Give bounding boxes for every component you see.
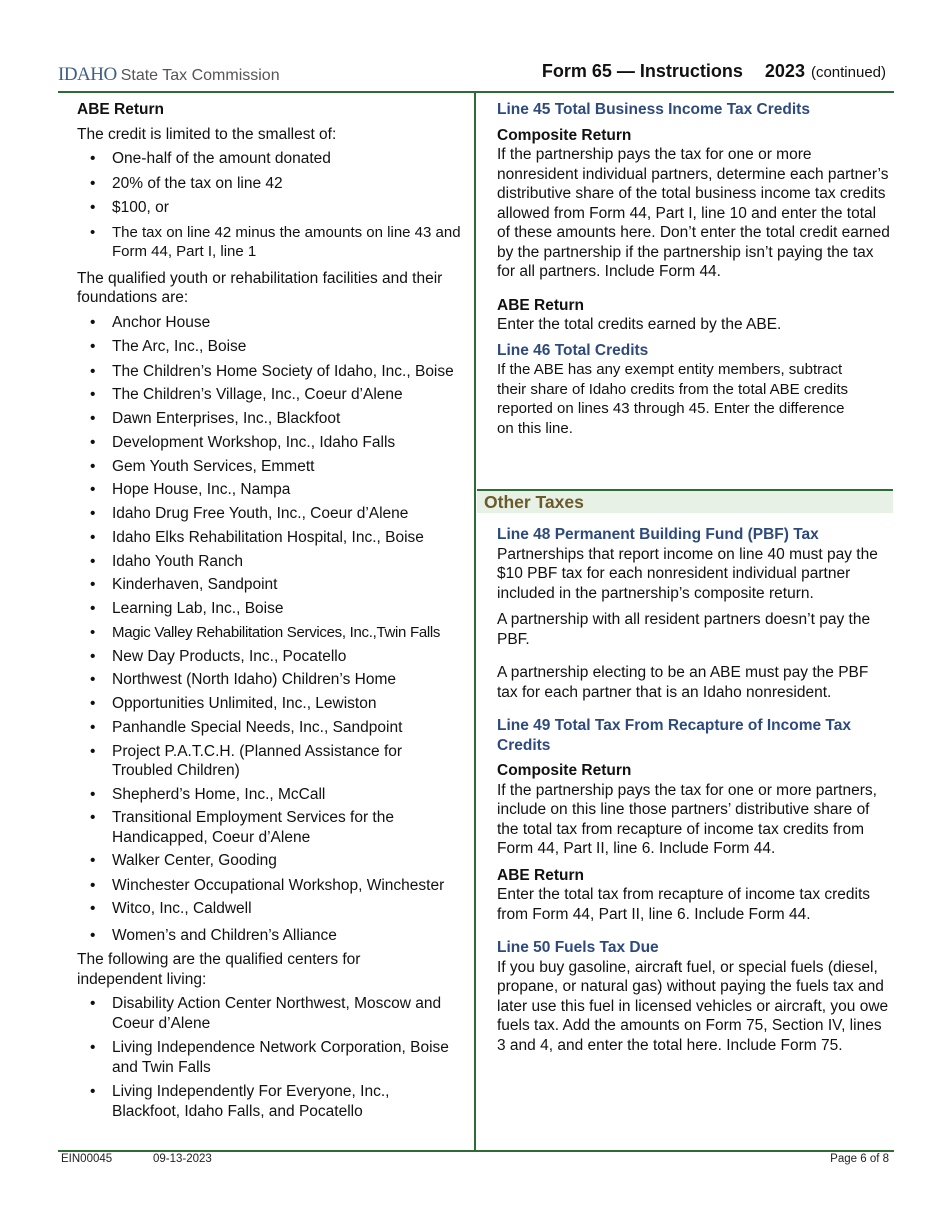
list-item: • Northwest (North Idaho) Children’s Home [77,670,473,690]
continued-label: (continued) [810,64,886,81]
list-item: • Living Independently For Everyone, Inc., Blackfoot, Idaho Falls, and Pocatello [77,1082,473,1121]
list-item: • The tax on line 42 minus the amounts on line 43 and Form 44, Part I, line 1 [77,223,473,262]
footer-divider [58,1150,894,1152]
abe-return-heading: ABE Return [497,296,584,314]
list-item: • Winchester Occupational Workshop, Winchester [77,876,473,896]
list-item: • Magic Valley Rehabilitation Services, Inc.,Twin Falls [77,623,473,643]
list-item: • Witco, Inc., Caldwell [77,899,473,919]
list-item: • Opportunities Unlimited, Inc., Lewiston [77,694,473,714]
agency-logo [58,64,280,86]
left-column [77,100,473,1121]
line46-heading: Line 46 Total Credits [497,341,649,359]
list-item: • Learning Lab, Inc., Boise [77,599,473,619]
list-item: • One-half of the amount donated [77,149,473,169]
list-item: • The Children’s Village, Inc., Coeur d’Alene [77,385,473,405]
list-item: • Gem Youth Services, Emmett [77,457,473,477]
list-item: • Development Workshop, Inc., Idaho Falls [77,433,473,453]
list-item: • The Arc, Inc., Boise [77,337,473,357]
list-item: • Idaho Youth Ranch [77,552,473,572]
list-item: • Idaho Elks Rehabilitation Hospital, Inc., Boise [77,528,473,548]
list-item: • Idaho Drug Free Youth, Inc., Coeur d’Alene [77,504,473,524]
footer-date: 09-13-2023 [153,1153,212,1165]
line46-text: If the ABE has any exempt entity members, subtract their share of Idaho credits from the total ABE credits reported on lines 43 through 45. Enter the difference on this line. [497,361,849,437]
credit-intro: The credit is limited to the smallest of: [77,125,337,143]
line50-text: If you buy gasoline, aircraft fuel, or special fuels (diesel, propane, or natural gas) without paying the fuels tax and later use this fuel in licensed vehicles or aircraft, you owe fuels tax. Add the amounts on Form 75, Section IV, lines 3 and 4, and enter the total here. Include Form 75. [497,958,889,1054]
list-item: • New Day Products, Inc., Pocatello [77,647,473,667]
composite-return-heading: Composite Return [497,762,632,779]
line49-composite-text: If the partnership pays the tax for one or more partners, include on this line those partners’ distributive share of the total tax from recapture of income tax credits from Form 44, Part II, line 6. Include Form 44. [497,781,877,857]
form-title [542,61,886,82]
centers-intro: The following are the qualified centers for independent living: [77,951,361,988]
section-header-other-taxes [477,489,893,513]
form-year: 2023 [764,61,805,81]
abe-return-heading: ABE Return [497,866,584,884]
page-header [58,60,892,90]
list-item: • Women’s and Children’s Alliance [77,926,473,946]
list-item: • The Children’s Home Society of Idaho, Inc., Boise [77,362,473,382]
list-item: • Living Independence Network Corporation, Boise and Twin Falls [77,1038,473,1077]
line48-text-3: A partnership electing to be an ABE must pay the PBF tax for each partner that is an Idaho nonresident. [497,664,869,701]
list-item: • Walker Center, Gooding [77,851,473,871]
right-column-other-taxes [497,525,892,1055]
form-name: Form 65 — Instructions [541,61,743,81]
right-column [497,100,892,438]
section-title: Other Taxes [484,492,584,512]
facilities-list [77,313,473,946]
list-item: • Hope House, Inc., Nampa [77,480,473,500]
list-item: • Anchor House [77,313,473,333]
list-item: • $100, or [77,198,473,218]
line48-heading: Line 48 Permanent Building Fund (PBF) Tax [497,526,819,543]
logo-agency: State Tax Commission [120,67,280,84]
line48-text-1: Partnerships that report income on line 40 must pay the $10 PBF tax for each nonresident individual partner included in the partnership’s composite return. [497,545,878,602]
credit-limits-list [77,149,473,262]
logo-idaho: IDAHO [58,64,117,85]
line49-abe-text: Enter the total tax from recapture of income tax credits from Form 44, Part II, line 6. Include Form 44. [497,886,871,923]
list-item: • 20% of the tax on line 42 [77,174,473,194]
list-item: • Kinderhaven, Sandpoint [77,575,473,595]
column-divider [474,92,476,1152]
line50-heading: Line 50 Fuels Tax Due [497,939,659,956]
centers-list [77,994,473,1121]
list-item: • Panhandle Special Needs, Inc., Sandpoint [77,718,473,738]
line45-composite-text: If the partnership pays the tax for one or more nonresident individual partners, determine each partner’s distributive share of the total business income tax credits allowed from Form 44, Part I, line 10 and enter the total of these amounts here. Don’t enter the total credit earned by the partnership if the partnership isn’t paying the tax for all partners. Include Form 44. [497,146,890,280]
list-item: • Dawn Enterprises, Inc., Blackfoot [77,409,473,429]
line48-text-2: A partnership with all resident partners doesn’t pay the PBF. [497,611,871,648]
list-item: • Project P.A.T.C.H. (Planned Assistance for Troubled Children) [77,742,473,781]
abe-return-heading: ABE Return [77,101,164,118]
list-item: • Transitional Employment Services for the Handicapped, Coeur d’Alene [77,808,473,847]
header-divider [58,91,894,93]
line45-abe-text: Enter the total credits earned by the ABE. [497,316,782,333]
list-item: • Disability Action Center Northwest, Moscow and Coeur d’Alene [77,994,473,1033]
line49-heading: Line 49 Total Tax From Recapture of Income Tax Credits [497,717,851,754]
composite-return-heading: Composite Return [497,126,632,144]
youth-facilities-intro: The qualified youth or rehabilitation facilities and their foundations are: [77,269,443,306]
list-item: • Shepherd’s Home, Inc., McCall [77,785,473,805]
footer-form-id: EIN00045 [61,1153,113,1165]
footer-page-number: Page 6 of 8 [830,1153,889,1165]
line45-heading: Line 45 Total Business Income Tax Credits [497,101,810,118]
